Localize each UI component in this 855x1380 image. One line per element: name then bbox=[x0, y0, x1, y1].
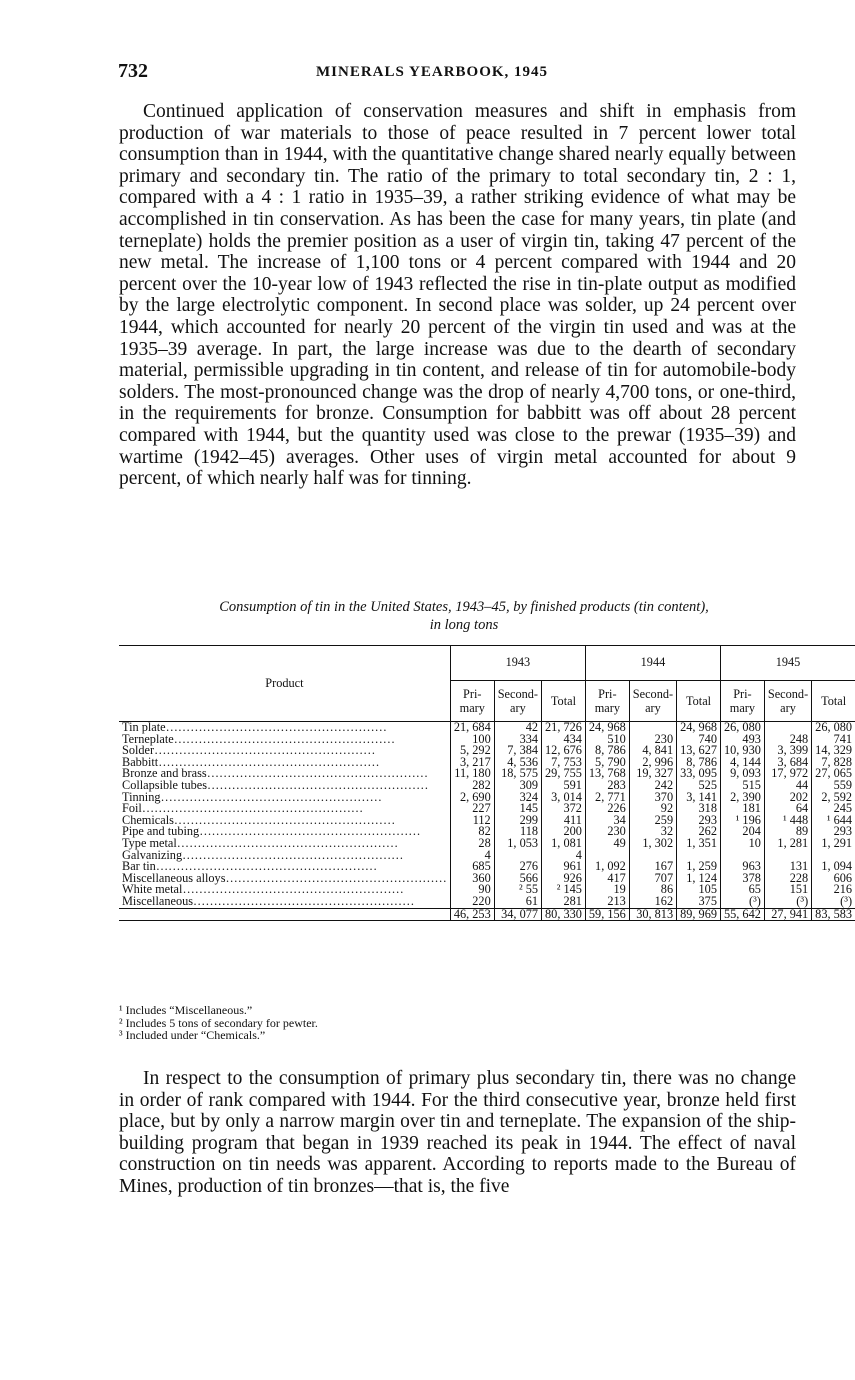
table-cell: 100 bbox=[450, 734, 494, 746]
leader-dots: ……………………………………………… bbox=[141, 801, 364, 816]
leader-dots: ……………………………………………… bbox=[193, 893, 415, 908]
table-cell: 4, 841 bbox=[629, 745, 676, 757]
table-cell: 200 bbox=[542, 826, 586, 838]
table-cell: (³) bbox=[812, 896, 855, 908]
table-cell: 1, 092 bbox=[585, 861, 629, 873]
table-cell: 65 bbox=[720, 884, 764, 896]
product-name: Galvanizing……………………………………………… bbox=[122, 847, 404, 862]
table-cell: 372 bbox=[542, 803, 586, 815]
table-cell: 64 bbox=[764, 803, 811, 815]
table-cell: 961 bbox=[542, 861, 586, 873]
table-cell: 3, 399 bbox=[764, 745, 811, 757]
table-caption-line-2: in long tons bbox=[429, 617, 499, 633]
table-cell: 510 bbox=[585, 734, 629, 746]
table-cell: 7, 828 bbox=[812, 757, 855, 769]
table-cell: 2, 690 bbox=[450, 792, 494, 804]
table-cell: ² 55 bbox=[494, 884, 541, 896]
table-cell: 17, 972 bbox=[764, 768, 811, 780]
total-cell: 34, 077 bbox=[494, 908, 541, 921]
subheader-secondary: Second-ary bbox=[494, 681, 541, 722]
subheader-secondary: Second-ary bbox=[629, 681, 676, 722]
table-cell: 162 bbox=[629, 896, 676, 908]
leader-dots: ……………………………………………… bbox=[199, 824, 421, 839]
subheader-primary: Pri-mary bbox=[720, 681, 764, 722]
leader-dots: ……………………………………………… bbox=[225, 870, 447, 885]
leader-dots: ……………………………………………… bbox=[154, 743, 376, 758]
table-cell: 181 bbox=[720, 803, 764, 815]
table-cell: 3, 684 bbox=[764, 757, 811, 769]
product-name: Tin plate……………………………………………… bbox=[119, 722, 450, 734]
product-column-header: Product bbox=[265, 675, 304, 690]
table-cell: 334 bbox=[494, 734, 541, 746]
leader-dots: ……………………………………………… bbox=[206, 766, 429, 781]
leader-dots: ……………………………………………… bbox=[165, 720, 387, 734]
table-cell: 1, 351 bbox=[677, 838, 721, 850]
running-title: MINERALS YEARBOOK, 1945 bbox=[316, 64, 549, 80]
subheader-primary: Pri-mary bbox=[450, 681, 494, 722]
table-cell: 434 bbox=[542, 734, 586, 746]
table-caption-line-1: Consumption of tin in the United States, 1943–45, by finished products (tin content), bbox=[219, 599, 709, 615]
table-cell: 283 bbox=[585, 780, 629, 792]
table-cell: 32 bbox=[629, 826, 676, 838]
table-cell: 318 bbox=[677, 803, 721, 815]
table-cell: 28 bbox=[450, 838, 494, 850]
subheader-secondary: Second-ary bbox=[764, 681, 811, 722]
table-cell: ¹ 196 bbox=[720, 815, 764, 827]
table-cell: 566 bbox=[494, 873, 541, 885]
product-name: Bronze and brass……………………………………………… bbox=[122, 766, 429, 781]
total-cell: 30, 813 bbox=[629, 908, 676, 921]
table-cell: 49 bbox=[585, 838, 629, 850]
leader-dots: ……………………………………………… bbox=[158, 754, 380, 769]
total-label-cell bbox=[119, 908, 450, 921]
table-cell: 963 bbox=[720, 861, 764, 873]
table-cell: 8, 786 bbox=[585, 745, 629, 757]
table-cell: 9, 093 bbox=[720, 768, 764, 780]
table-cell: 61 bbox=[494, 896, 541, 908]
table-cell: 44 bbox=[764, 780, 811, 792]
table-cell: 21, 726 bbox=[542, 722, 586, 734]
leader-dots: ……………………………………………… bbox=[160, 789, 382, 804]
product-name: Bar tin……………………………………………… bbox=[122, 859, 378, 874]
table-cell: 411 bbox=[542, 815, 586, 827]
total-cell: 46, 253 bbox=[450, 908, 494, 921]
table-cell: 33, 095 bbox=[677, 768, 721, 780]
table-cell: 18, 575 bbox=[494, 768, 541, 780]
product-name: Collapsible tubes……………………………………………… bbox=[122, 777, 429, 792]
table-cell: 202 bbox=[764, 792, 811, 804]
table-cell: 2, 771 bbox=[585, 792, 629, 804]
table-cell: 13, 627 bbox=[677, 745, 721, 757]
table-cell: 707 bbox=[629, 873, 676, 885]
table-cell: 740 bbox=[677, 734, 721, 746]
subheader-total: Total bbox=[542, 681, 586, 722]
product-name: Tinning……………………………………………… bbox=[122, 789, 382, 804]
year-header-1943: 1943 bbox=[450, 646, 585, 681]
table-cell: 1, 291 bbox=[812, 838, 855, 850]
product-name: Miscellaneous……………………………………………… bbox=[122, 893, 415, 908]
table-cell: 5, 790 bbox=[585, 757, 629, 769]
table-cell: 24, 968 bbox=[585, 722, 629, 734]
product-name: Babbitt……………………………………………… bbox=[122, 754, 380, 769]
table-cell: 42 bbox=[494, 722, 541, 734]
table-cell: 309 bbox=[494, 780, 541, 792]
total-row bbox=[119, 908, 855, 921]
table-cell: 7, 384 bbox=[494, 745, 541, 757]
table-cell: 105 bbox=[677, 884, 721, 896]
leader-dots: ……………………………………………… bbox=[173, 812, 396, 827]
table-cell: 228 bbox=[764, 873, 811, 885]
year-header-1945: 1945 bbox=[720, 646, 855, 681]
table-cell: 606 bbox=[812, 873, 855, 885]
table-cell: 24, 968 bbox=[677, 722, 721, 734]
total-cell: 27, 941 bbox=[764, 908, 811, 921]
table-cell: 10, 930 bbox=[720, 745, 764, 757]
table-caption bbox=[119, 598, 809, 634]
table-cell: 13, 768 bbox=[585, 768, 629, 780]
table-cell: 685 bbox=[450, 861, 494, 873]
product-name: Pipe and tubing……………………………………………… bbox=[122, 824, 421, 839]
table-cell: 741 bbox=[812, 734, 855, 746]
footnote-1: ¹ Includes “Miscellaneous.” bbox=[119, 1003, 253, 1017]
consumption-table bbox=[119, 645, 855, 921]
footnote-3: ³ Included under “Chemicals.” bbox=[119, 1028, 266, 1042]
footnote-2: ² Includes 5 tons of secondary for pewter. bbox=[119, 1015, 318, 1030]
table-cell: 248 bbox=[764, 734, 811, 746]
table-cell: 360 bbox=[450, 873, 494, 885]
product-name: White metal……………………………………………… bbox=[122, 882, 404, 897]
table-cell: 26, 080 bbox=[720, 722, 764, 734]
table-cell: 493 bbox=[720, 734, 764, 746]
table-cell: 299 bbox=[494, 815, 541, 827]
table-cell: 2, 390 bbox=[720, 792, 764, 804]
table-cell: 3, 014 bbox=[542, 792, 586, 804]
table-cell: 204 bbox=[720, 826, 764, 838]
product-name: Solder……………………………………………… bbox=[122, 743, 376, 758]
table-cell: 92 bbox=[629, 803, 676, 815]
product-name: Terneplate……………………………………………… bbox=[122, 731, 396, 746]
table-cell: 1, 281 bbox=[764, 838, 811, 850]
table-cell: 1, 053 bbox=[494, 838, 541, 850]
body-paragraph-2: In respect to the consumption of primary plus secondary tin, there was no change in order of rank compared with 1944. For the third consecutive year, bronze held first place, but by only a narrow margin over tin and terneplate. The expansion of the ship-building program that began in 1939 reached its peak in 1944. The effect of naval construction on tin needs was apparent. According to reports made to the Bureau of Mines, production of tin bronzes—that is, the five bbox=[119, 1068, 796, 1197]
table-cell: 11, 180 bbox=[450, 768, 494, 780]
total-cell: 55, 642 bbox=[720, 908, 764, 921]
total-cell: 83, 583 bbox=[812, 908, 855, 921]
page-number: 732 bbox=[118, 60, 148, 82]
table-cell: 259 bbox=[629, 815, 676, 827]
table-cell: 4 bbox=[542, 850, 586, 862]
table-cell: 2, 996 bbox=[629, 757, 676, 769]
table-cell: 1, 081 bbox=[542, 838, 586, 850]
leader-dots: ……………………………………………… bbox=[176, 835, 399, 850]
table-cell: 559 bbox=[812, 780, 855, 792]
table-cell: 242 bbox=[629, 780, 676, 792]
table-cell: ² 145 bbox=[542, 884, 586, 896]
table-cell: 282 bbox=[450, 780, 494, 792]
table-cell: 151 bbox=[764, 884, 811, 896]
table-cell: 21, 684 bbox=[450, 722, 494, 734]
table-cell: 230 bbox=[585, 826, 629, 838]
table-cell: 230 bbox=[629, 734, 676, 746]
table-cell: 145 bbox=[494, 803, 541, 815]
leader-dots: ……………………………………………… bbox=[207, 777, 429, 792]
table-cell: 27, 065 bbox=[812, 768, 855, 780]
year-header-1944: 1944 bbox=[585, 646, 720, 681]
table-cell: 515 bbox=[720, 780, 764, 792]
table-cell: 86 bbox=[629, 884, 676, 896]
total-cell: 89, 969 bbox=[677, 908, 721, 921]
table-cell: 2, 592 bbox=[812, 792, 855, 804]
table-cell: 14, 329 bbox=[812, 745, 855, 757]
subheader-total: Total bbox=[812, 681, 855, 722]
footnotes bbox=[119, 1004, 318, 1042]
table-cell: 26, 080 bbox=[812, 722, 855, 734]
product-name: Type metal……………………………………………… bbox=[122, 835, 399, 850]
table-cell: (³) bbox=[720, 896, 764, 908]
table-cell: 89 bbox=[764, 826, 811, 838]
table-cell: 131 bbox=[764, 861, 811, 873]
table-cell: ¹ 448 bbox=[764, 815, 811, 827]
table-cell: 281 bbox=[542, 896, 586, 908]
table-cell: 370 bbox=[629, 792, 676, 804]
table-cell: 7, 753 bbox=[542, 757, 586, 769]
product-name: Miscellaneous alloys……………………………………………… bbox=[122, 870, 447, 885]
table-cell: 227 bbox=[450, 803, 494, 815]
total-cell: 80, 330 bbox=[542, 908, 586, 921]
table-cell: 112 bbox=[450, 815, 494, 827]
table-cell: 375 bbox=[677, 896, 721, 908]
table-cell: 293 bbox=[812, 826, 855, 838]
table-cell: 12, 676 bbox=[542, 745, 586, 757]
table-cell: 1, 124 bbox=[677, 873, 721, 885]
table-cell: 19, 327 bbox=[629, 768, 676, 780]
table-cell: 378 bbox=[720, 873, 764, 885]
product-name: Foil……………………………………………… bbox=[122, 801, 364, 816]
table-cell: 1, 094 bbox=[812, 861, 855, 873]
table-cell: 8, 786 bbox=[677, 757, 721, 769]
table-cell: 1, 302 bbox=[629, 838, 676, 850]
body-paragraph-1: Continued application of conservation measures and shift in emphasis from production of war materials to those of peace resulted in 7 percent lower total consumption than in 1944, with the quantitative change shared nearly equally between primary and secondary tin. The ratio of the primary to total secondary tin, 2 : 1, compared with a 4 : 1 ratio in 1935–39, a rather striking evidence of what may be accomplished in tin conservation. As has been the case for many years, tin plate (and terneplate) holds the premier position as a user of virgin tin, taking 47 percent of the new metal. The increase of 1,100 tons or 4 percent compared with 1944 and 20 percent over the 10-year low of 1943 reflected the rise in tin-plate output as modified by the large electrolytic component. In second place was solder, up 24 percent over 1944, which accounted for nearly 20 percent of the virgin tin used and was at the 1935–39 average. In part, the large increase was due to the dearth of secondary material, permissible upgrading in tin content, and release of tin for automobile-body solders. The most-pronounced change was the drop of nearly 4,700 tons, or one-third, in the requirements for bronze. Consumption for babbitt was off about 28 percent compared with 1944, but the quantity used was close to the prewar (1935–39) and wartime (1942–45) averages. Other uses of virgin metal accounted for about 9 percent, of which nearly half was for tinning. bbox=[119, 101, 796, 490]
table-cell: 3, 141 bbox=[677, 792, 721, 804]
leader-dots: ……………………………………………… bbox=[182, 847, 404, 862]
table-cell: 220 bbox=[450, 896, 494, 908]
table-cell: 5, 292 bbox=[450, 745, 494, 757]
table-cell: 276 bbox=[494, 861, 541, 873]
table-cell: ¹ 644 bbox=[812, 815, 855, 827]
table-cell: 216 bbox=[812, 884, 855, 896]
table-body bbox=[119, 722, 855, 921]
table-cell: 118 bbox=[494, 826, 541, 838]
leader-dots: ……………………………………………… bbox=[173, 731, 396, 746]
leader-dots: ……………………………………………… bbox=[182, 882, 404, 897]
table-cell: 926 bbox=[542, 873, 586, 885]
table-cell: 525 bbox=[677, 780, 721, 792]
table-cell: 19 bbox=[585, 884, 629, 896]
subheader-total: Total bbox=[677, 681, 721, 722]
table-cell: 10 bbox=[720, 838, 764, 850]
table-cell: 34 bbox=[585, 815, 629, 827]
table-cell: 324 bbox=[494, 792, 541, 804]
table-cell: 3, 217 bbox=[450, 757, 494, 769]
table-cell: 4 bbox=[450, 850, 494, 862]
product-name: Chemicals……………………………………………… bbox=[122, 812, 396, 827]
table-cell: 4, 144 bbox=[720, 757, 764, 769]
table-cell: 417 bbox=[585, 873, 629, 885]
table-cell: 4, 536 bbox=[494, 757, 541, 769]
table-cell: 245 bbox=[812, 803, 855, 815]
table-cell: 213 bbox=[585, 896, 629, 908]
table-cell: (³) bbox=[764, 896, 811, 908]
table-cell: 82 bbox=[450, 826, 494, 838]
table-cell: 591 bbox=[542, 780, 586, 792]
table-cell: 90 bbox=[450, 884, 494, 896]
subheader-primary: Pri-mary bbox=[585, 681, 629, 722]
table-cell: 262 bbox=[677, 826, 721, 838]
table-cell: 29, 755 bbox=[542, 768, 586, 780]
total-cell: 59, 156 bbox=[585, 908, 629, 921]
leader-dots: ……………………………………………… bbox=[155, 859, 378, 874]
table-cell: 293 bbox=[677, 815, 721, 827]
table-cell: 1, 259 bbox=[677, 861, 721, 873]
table-cell: 167 bbox=[629, 861, 676, 873]
table-cell: 226 bbox=[585, 803, 629, 815]
